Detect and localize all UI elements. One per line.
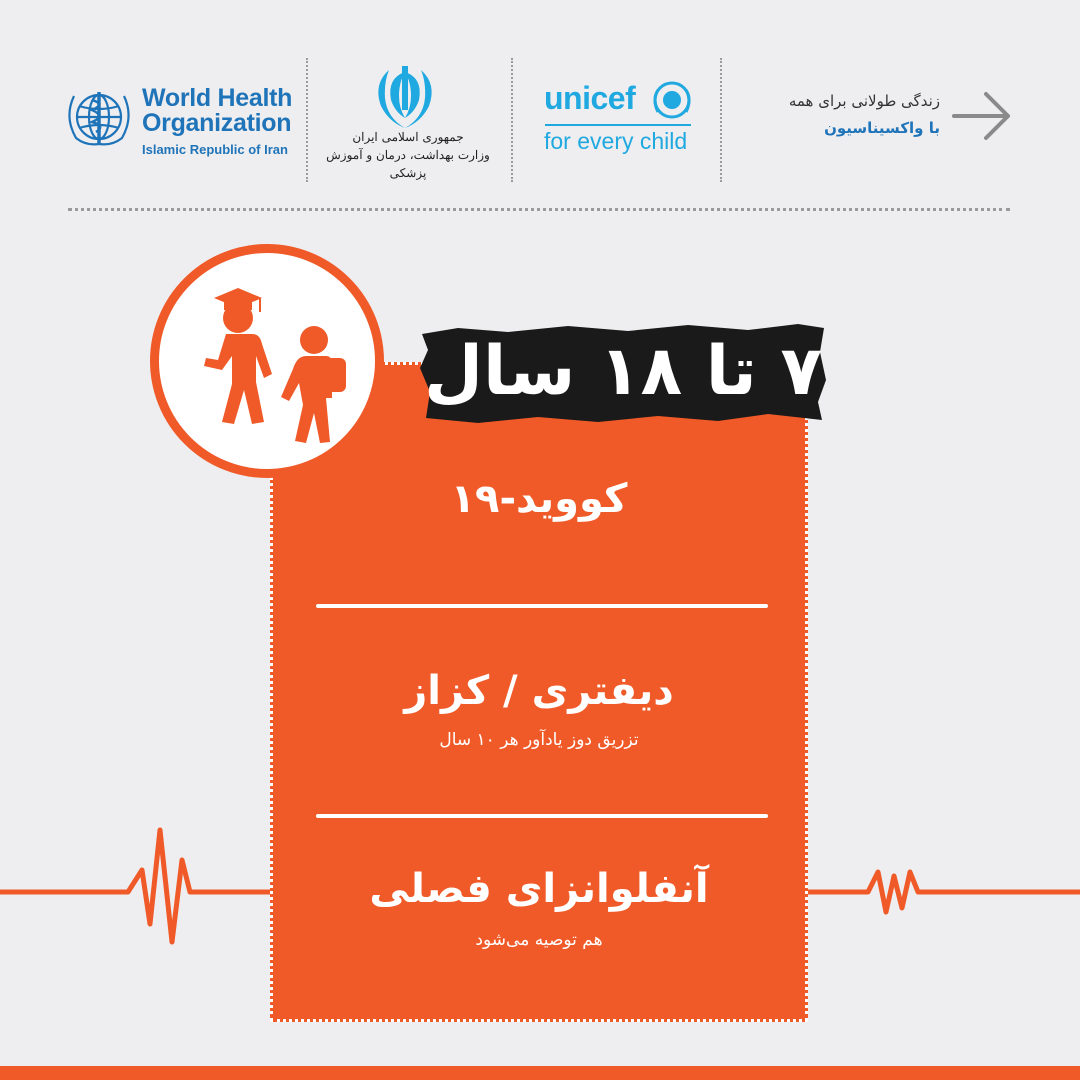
arrow-right-icon[interactable] [950,88,1014,144]
students-icon [186,278,356,448]
who-title: World Health Organization [142,84,293,137]
vaccine-name-3: آنفلوانزای فصلی [369,866,709,912]
ministry-name: جمهوری اسلامی ایران وزارت بهداشت، درمان و آموزش پزشکی [326,130,490,180]
vaccine-note-3: هم توصیه می‌شود [475,930,603,950]
vaccine-note-2: تزریق دوز یادآور هر ۱۰ سال [439,730,639,750]
divider [720,58,722,182]
who-subtitle: Islamic Republic of Iran [142,142,288,157]
section-divider [316,814,768,818]
slogan-line-2: با واکسیناسیون [824,119,940,137]
unicef-emblem-icon [652,80,692,120]
bottom-bar [0,1066,1080,1080]
section-divider [316,604,768,608]
vaccine-name-2: دیفتری / کزاز [404,668,674,714]
unicef-tagline: for every child [544,128,688,154]
slogan-line-1: زندگی طولانی برای همه [788,92,940,110]
unicef-rule [545,124,691,126]
age-range-label: ۷ تا ۱۸ سال [423,331,823,411]
divider [511,58,513,182]
iran-emblem-icon [367,60,443,136]
header-separator [68,208,1010,211]
divider [306,58,308,182]
unicef-wordmark: unicef [544,80,636,116]
who-emblem-icon [62,86,136,148]
vaccine-name-1: کووید-۱۹ [450,476,628,522]
